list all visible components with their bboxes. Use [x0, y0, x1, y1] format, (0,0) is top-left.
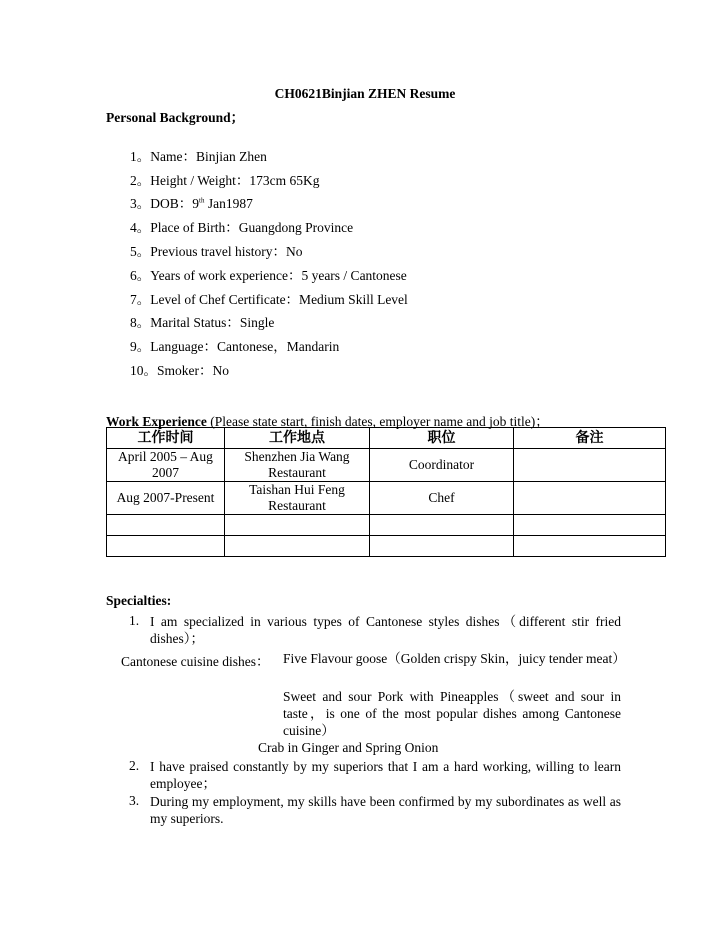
cell-place	[225, 515, 370, 536]
list-item: 4。Place of Birth：Guangdong Province	[130, 220, 354, 235]
list-item: 7。Level of Chef Certificate：Medium Skill Level	[130, 292, 408, 307]
specialty-item-1: I am specialized in various types of Cantonese styles dishes（different stir fried dishes）；	[150, 614, 621, 646]
document-title: CH0621Binjian ZHEN Resume	[274, 86, 456, 101]
work-table	[106, 427, 666, 557]
item-number: 2.	[129, 758, 140, 773]
cell-position: Coordinator	[370, 449, 514, 482]
cell-place	[225, 536, 370, 557]
list-item: 9。Language：Cantonese，Mandarin	[130, 339, 340, 354]
list-item: 8。Marital Status：Single	[130, 315, 275, 330]
column-header: 工作时间	[107, 428, 225, 449]
column-header: 职位	[370, 428, 514, 449]
personal-heading: Personal Background；	[106, 110, 245, 125]
list-item: 6。Years of work experience：5 years / Cantonese	[130, 268, 407, 283]
item-number: 1.	[129, 613, 140, 628]
cell-position	[370, 515, 514, 536]
table-row	[107, 515, 666, 536]
specialties-heading: Specialties:	[106, 593, 172, 608]
dishes-label: Cantonese cuisine dishes：	[121, 654, 270, 669]
cell-position: Chef	[370, 482, 514, 515]
cell-time	[107, 536, 225, 557]
cell-time: Aug 2007-Present	[107, 482, 225, 515]
item-number: 3.	[129, 793, 140, 808]
specialty-item-3: During my employment, my skills have been confirmed by my subordinates as well as my superiors.	[150, 794, 621, 826]
cell-place: Shenzhen Jia Wang Restaurant	[225, 449, 370, 482]
cell-time	[107, 515, 225, 536]
dish-item: Sweet and sour Pork with Pineapples（sweet and sour in taste，is one of the most popular dishes among Cantonese cuisine）	[283, 689, 621, 738]
column-header: 工作地点	[225, 428, 370, 449]
table-row	[107, 449, 666, 482]
specialty-item-2: I have praised constantly by my superiors that I am a hard working, willing to learn employee；	[150, 759, 621, 791]
work-heading: Work Experience (Please state start, finish dates, employer name and job title)；	[106, 414, 549, 429]
list-item: 2。Height / Weight：173cm 65Kg	[130, 173, 320, 188]
cell-note	[514, 449, 666, 482]
column-header: 备注	[514, 428, 666, 449]
list-item: 5。Previous travel history：No	[130, 244, 303, 259]
cell-time: April 2005 – Aug 2007	[107, 449, 225, 482]
cell-position	[370, 536, 514, 557]
list-item: 3。DOB：9th Jan1987	[130, 196, 253, 211]
table-row	[107, 536, 666, 557]
dish-item: Crab in Ginger and Spring Onion	[258, 740, 439, 755]
dish-item: Five Flavour goose（Golden crispy Skin，juicy tender meat）	[283, 651, 626, 666]
cell-note	[514, 482, 666, 515]
cell-note	[514, 536, 666, 557]
cell-note	[514, 515, 666, 536]
cell-place: Taishan Hui Feng Restaurant	[225, 482, 370, 515]
list-item: 10。Smoker：No	[130, 363, 229, 378]
table-header-row	[107, 428, 666, 449]
table-row	[107, 482, 666, 515]
list-item: 1。Name：Binjian Zhen	[130, 149, 267, 164]
